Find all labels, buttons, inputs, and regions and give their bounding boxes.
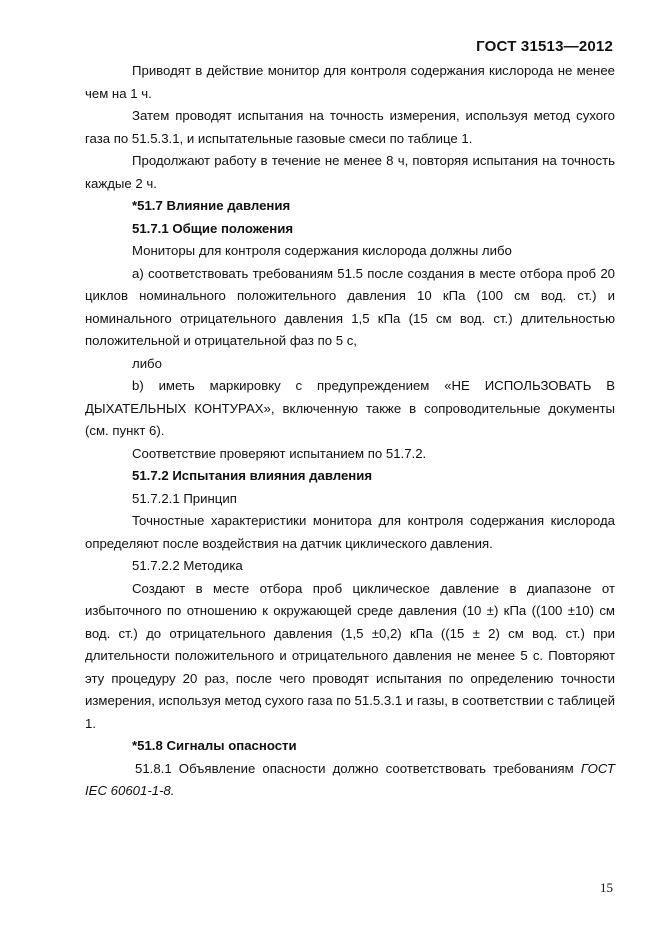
paragraph-compliance: Соответствие проверяют испытанием по 51.7.2. (132, 445, 427, 461)
heading-51-7-2-2: 51.7.2.2 Методика (132, 558, 243, 573)
paragraph-or: либо (132, 355, 162, 371)
heading-51-8: *51.8 Сигналы опасности (132, 738, 297, 753)
heading-51-7-2-1: 51.7.2.1 Принцип (132, 490, 237, 506)
paragraph-51-8-1 (85, 758, 615, 803)
paragraph-51-8-1-text: 51.8.1 Объявление опасности должно соответствовать требованиям (135, 760, 574, 776)
heading-51-7-2: 51.7.2 Испытания влияния давления (132, 468, 373, 483)
paragraph-option-a: a) соответствовать требованиям 51.5 после создания в месте отбора проб 20 циклов номинального положительного давления 10 кПа (100 см вод. ст.) и номинального отрицательного давления 1,5 кПа (15 см вод. ст.) длительностью положительной и отрицательной фаз по 5 с, (85, 265, 615, 348)
paragraph-method: Создают в месте отбора проб циклическое давление в диапазоне от избыточного по отношению к окружающей среде давления (10 ±) кПа ((100 ±10) см вод. ст.) до отрицательного давления (1,5 ±0,2) кПа ((15 ± 2) см вод. ст.) при длительности положительного и отрицательного давления не менее 5 с. Повторяют эту процедуру 20 раз, после чего проводят испытания по определению точности измерения, используя метод сухого газа по 51.5.3.1 и газы, в соответствии с таблицей 1. (85, 580, 615, 731)
heading-51-7: *51.7 Влияние давления (132, 198, 291, 213)
paragraph-principle: Точностные характеристики монитора для контроля содержания кислорода определяют после воздействия на датчик циклического давления. (85, 513, 615, 551)
document-body (85, 60, 615, 803)
page-number: 15 (600, 880, 613, 895)
paragraph-continue-work: Продолжают работу в течение не менее 8 ч, повторяя испытания на точность каждые 2 ч. (85, 153, 615, 191)
paragraph-monitors-should: Мониторы для контроля содержания кислорода должны либо (132, 243, 512, 258)
heading-51-7-1: 51.7.1 Общие положения (132, 220, 294, 236)
paragraph-option-b: b) иметь маркировку с предупреждением «НЕ ИСПОЛЬЗОВАТЬ В ДЫХАТЕЛЬНЫХ КОНТУРАХ», включенную также в сопроводительные документы (см. пункт 6). (85, 378, 615, 438)
paragraph-monitor-start: Приводят в действие монитор для контроля содержания кислорода не менее чем на 1 ч. (85, 63, 615, 101)
paragraph-accuracy-test: Затем проводят испытания на точность измерения, используя метод сухого газа по 51.5.3.1, и испытательные газовые смеси по таблице 1. (85, 108, 615, 146)
standard-reference: ГОСТ IEC 60601-1-8. (85, 760, 615, 798)
document-code: ГОСТ 31513—2012 (476, 38, 613, 55)
